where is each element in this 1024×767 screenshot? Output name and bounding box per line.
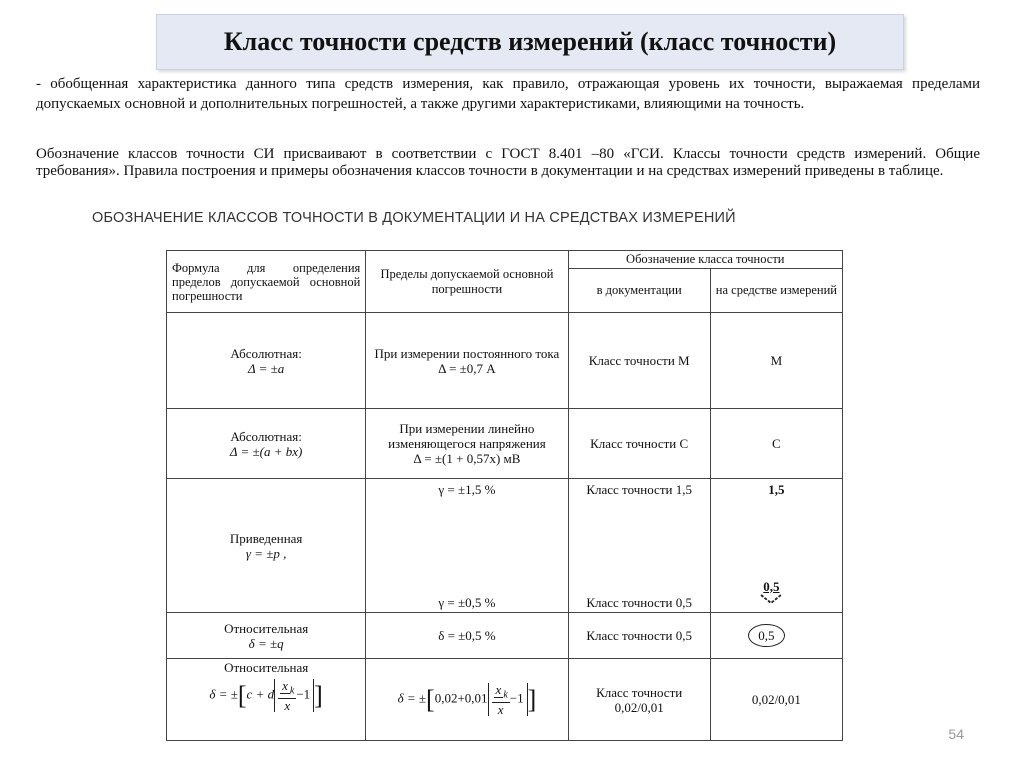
row2-device: С	[710, 409, 842, 479]
slide-title-box	[156, 14, 904, 70]
header-designation: Обозначение класса точности	[568, 251, 842, 269]
row4-device: 0,5	[748, 624, 784, 647]
row3-limit-formula-2: γ = ±0,5 %	[438, 594, 496, 610]
row3-device-2: 0,5	[763, 578, 780, 594]
row1-limits-cell	[366, 313, 568, 409]
row2-formula: Δ = ±(a + bx)	[229, 443, 303, 459]
row3-device-cell	[710, 479, 842, 613]
row4-formula: δ = ±q	[248, 635, 284, 651]
table-title: ОБОЗНАЧЕНИЕ КЛАССОВ ТОЧНОСТИ В ДОКУМЕНТАЦИИ И НА СРЕДСТВАХ ИЗМЕРЕНИЙ	[92, 210, 736, 226]
row5-formula-cell	[167, 659, 366, 741]
row3-device-1: 1,5	[768, 481, 785, 497]
gost-paragraph: Обозначение классов точности СИ присваивают в соответствии с ГОСТ 8.401 –80 «ГСИ. Классы точности средств измерений. Общие требования». Правила построения и примеры обозначения классов точности в документации и на средствах измерений приведены в таблице.	[36, 146, 980, 179]
row3-doc-2: Класс точности 0,5	[586, 594, 692, 610]
row3-type: Приведенная	[229, 530, 303, 546]
row2-doc: Класс точности С	[568, 409, 710, 479]
row1-formula: Δ = ±a	[247, 360, 285, 376]
header-formula: Формула для определения пределов допускаемой основной погрешности	[167, 251, 366, 313]
row3-limits-cell	[366, 479, 568, 613]
row1-formula-cell	[167, 313, 366, 409]
row5-doc: Класс точности 0,02/0,01	[568, 659, 710, 741]
row1-limit-formula: Δ = ±0,7 А	[438, 360, 496, 376]
row3-limit-formula-1: γ = ±1,5 %	[438, 481, 496, 497]
table-row	[167, 313, 843, 409]
row1-device: М	[710, 313, 842, 409]
slide-title: Класс точности средств измерений (класс точности)	[223, 27, 837, 56]
row1-type: Абсолютная:	[230, 345, 302, 361]
row2-limit-formula: Δ = ±(1 + 0,57x) мВ	[413, 451, 521, 466]
row3-formula: γ = ±p ,	[245, 545, 287, 561]
header-in-docs: в документации	[568, 269, 710, 313]
row5-type: Относительная	[224, 660, 309, 675]
row3-formula-cell	[167, 479, 366, 613]
row3-doc-cell	[568, 479, 710, 613]
row2-type: Абсолютная:	[230, 428, 302, 444]
row4-formula-cell	[167, 613, 366, 659]
row2-limits-cell	[366, 409, 568, 479]
check-mark-icon	[760, 594, 782, 604]
accuracy-class-table	[166, 250, 843, 741]
header-on-device: на средстве измерений	[710, 269, 842, 313]
row4-limit-formula: δ = ±0,5 %	[366, 613, 568, 659]
row4-type: Относительная	[224, 620, 309, 636]
row5-limit-formula: δ = ±[0,02+0,01 $\frac{x _k}{x}$ −1 ]	[397, 682, 537, 717]
table-row	[167, 659, 843, 741]
check-mark-symbol-0-5	[760, 579, 782, 604]
row1-doc: Класс точности М	[568, 313, 710, 409]
row2-limit-text: При измерении линейно изменяющегося напряжения	[388, 421, 546, 451]
header-limits: Пределы допускаемой основной погрешности	[366, 251, 568, 313]
table-row	[167, 613, 843, 659]
row3-device-2-wrap	[711, 579, 842, 604]
definition-paragraph: - обобщенная характеристика данного типа средств измерения, как правило, отражающая уровень их точности, выражаемая пределами допускаемых основной и дополнительных погрешностей, а также другими характеристиками, влияющими на точность.	[36, 76, 980, 112]
page-number: 54	[948, 726, 964, 742]
row1-limit-text: При измерении постоянного тока	[374, 345, 560, 361]
table-row	[167, 409, 843, 479]
table-row	[167, 479, 843, 613]
row5-device: 0,02/0,01	[710, 659, 842, 741]
row5-limits-cell	[366, 659, 568, 741]
row3-doc-1: Класс точности 1,5	[586, 481, 692, 497]
row4-doc: Класс точности 0,5	[568, 613, 710, 659]
row2-formula-cell	[167, 409, 366, 479]
row5-formula: δ = ±[c + d $\frac{x _k}{x}$ −1 ]	[209, 678, 323, 713]
row4-device-cell	[710, 613, 842, 659]
